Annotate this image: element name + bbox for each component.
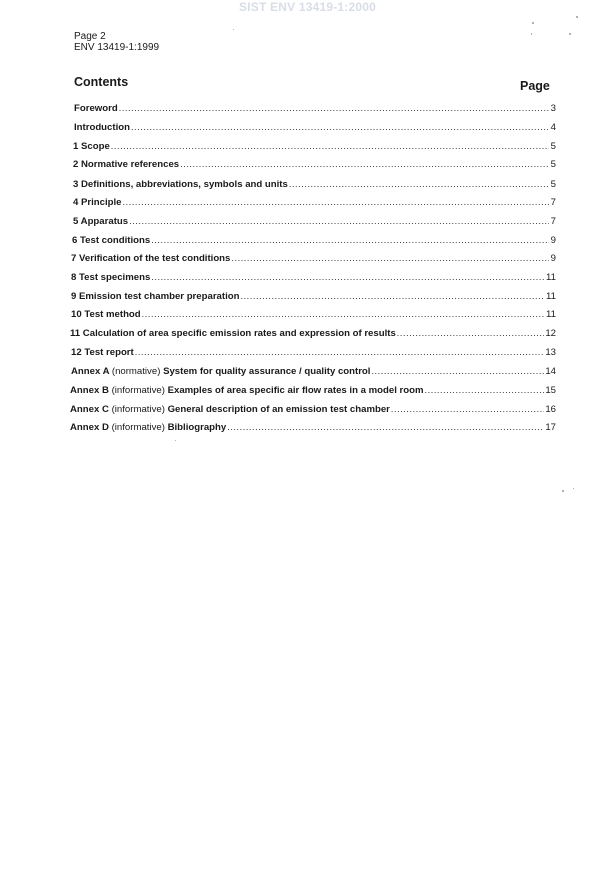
toc-entry bbox=[71, 308, 556, 321]
toc-entry-title bbox=[70, 404, 390, 416]
toc-entry bbox=[70, 421, 556, 434]
dot-leader bbox=[151, 234, 549, 246]
scan-speck bbox=[531, 33, 532, 35]
toc-entry-page: 11 bbox=[546, 291, 556, 302]
dot-leader bbox=[111, 140, 549, 152]
toc-entry-page: 9 bbox=[550, 253, 556, 264]
toc-entry bbox=[70, 327, 556, 340]
dot-leader bbox=[289, 178, 549, 190]
toc-entry-title: Foreword bbox=[74, 103, 118, 114]
annex-title: Bibliography bbox=[167, 422, 227, 433]
toc-entry-title: 12 Test report bbox=[71, 347, 134, 358]
toc-entry bbox=[71, 365, 556, 378]
toc-entry bbox=[71, 290, 556, 303]
annex-id: Annex C bbox=[70, 404, 109, 415]
annex-id: Annex B bbox=[70, 385, 109, 396]
toc-entry-title: 10 Test method bbox=[71, 309, 141, 320]
dot-leader bbox=[425, 384, 545, 396]
toc-entry-page: 5 bbox=[550, 159, 556, 170]
annex-id: Annex A bbox=[71, 366, 110, 377]
watermark: SIST ENV 13419-1:2000 bbox=[239, 0, 376, 14]
toc-entry bbox=[70, 384, 556, 397]
toc-entry-title: 4 Principle bbox=[73, 197, 122, 208]
toc-entry-title: 2 Normative references bbox=[73, 159, 180, 170]
toc-entry-title: 3 Definitions, abbreviations, symbols and units bbox=[73, 179, 288, 190]
dot-leader bbox=[240, 290, 545, 302]
scan-speck bbox=[576, 16, 578, 18]
annex-title: System for quality assurance / quality control bbox=[163, 366, 371, 377]
dot-leader bbox=[142, 308, 545, 320]
toc-entry bbox=[74, 102, 556, 115]
dot-leader bbox=[231, 252, 549, 264]
annex-id: Annex D bbox=[70, 422, 109, 433]
dot-leader bbox=[129, 215, 549, 227]
toc-entry-page: 14 bbox=[545, 366, 556, 377]
dot-leader bbox=[119, 102, 549, 114]
scan-speck bbox=[175, 440, 176, 441]
toc-entry bbox=[73, 196, 556, 209]
page-column-heading: Page bbox=[520, 79, 550, 93]
toc-entry bbox=[73, 158, 556, 171]
toc-entry-title: 7 Verification of the test conditions bbox=[71, 253, 231, 264]
toc-entry-page: 15 bbox=[545, 385, 556, 396]
toc-entry-title bbox=[70, 422, 226, 434]
dot-leader bbox=[180, 158, 549, 170]
scan-speck bbox=[573, 488, 574, 489]
toc-entry-title: Introduction bbox=[74, 122, 130, 133]
toc-entry-title: 5 Apparatus bbox=[73, 216, 129, 227]
annex-title: Examples of area specific air flow rates in a model room bbox=[167, 385, 424, 396]
toc-entry bbox=[73, 140, 556, 153]
contents-title: Contents bbox=[74, 75, 129, 89]
toc-entry-title: 9 Emission test chamber preparation bbox=[71, 291, 240, 302]
toc-entry bbox=[74, 121, 556, 134]
toc-entry-page: 17 bbox=[545, 422, 556, 433]
dot-leader bbox=[227, 421, 544, 433]
toc-entry bbox=[71, 252, 556, 265]
annex-kind: (informative) bbox=[111, 422, 165, 433]
toc-entry-page: 16 bbox=[545, 404, 556, 415]
toc-entry bbox=[73, 178, 556, 191]
toc-entry-page: 7 bbox=[550, 197, 556, 208]
toc-entry-title: 6 Test conditions bbox=[72, 235, 151, 246]
dot-leader bbox=[151, 271, 545, 283]
toc-entry-page: 9 bbox=[550, 235, 556, 246]
scan-speck bbox=[233, 29, 234, 30]
annex-kind: (informative) bbox=[111, 385, 165, 396]
dot-leader bbox=[123, 196, 549, 208]
annex-title: General description of an emission test chamber bbox=[167, 404, 390, 415]
toc-entry-title bbox=[70, 385, 424, 397]
toc-entry bbox=[71, 346, 556, 359]
dot-leader bbox=[131, 121, 549, 133]
toc-entry-page: 12 bbox=[545, 328, 556, 339]
toc-entry-title bbox=[71, 366, 370, 378]
document-id: ENV 13419-1:1999 bbox=[74, 42, 160, 53]
annex-kind: (normative) bbox=[111, 366, 161, 377]
page-number: Page 2 bbox=[74, 31, 106, 42]
dot-leader bbox=[371, 365, 544, 377]
scan-speck bbox=[569, 33, 571, 35]
toc-entry-title: 11 Calculation of area specific emission rates and expression of results bbox=[70, 328, 396, 339]
toc-entry-page: 5 bbox=[550, 179, 556, 190]
scan-speck bbox=[532, 22, 534, 24]
toc-entry-page: 5 bbox=[550, 141, 556, 152]
toc-entry-page: 3 bbox=[550, 103, 556, 114]
dot-leader bbox=[135, 346, 545, 358]
toc-entry bbox=[71, 271, 556, 284]
toc-entry-page: 11 bbox=[546, 309, 556, 320]
toc-entry-page: 4 bbox=[550, 122, 556, 133]
dot-leader bbox=[391, 403, 544, 415]
toc-entry-page: 7 bbox=[550, 216, 556, 227]
scan-speck bbox=[562, 490, 564, 492]
dot-leader bbox=[397, 327, 545, 339]
toc-entry bbox=[72, 234, 556, 247]
toc-entry bbox=[70, 403, 556, 416]
toc-entry-page: 13 bbox=[545, 347, 556, 358]
toc-entry-title: 8 Test specimens bbox=[71, 272, 151, 283]
toc-entry bbox=[73, 215, 556, 228]
toc-entry-title: 1 Scope bbox=[73, 141, 110, 152]
annex-kind: (informative) bbox=[111, 404, 165, 415]
toc-entry-page: 11 bbox=[546, 272, 556, 283]
